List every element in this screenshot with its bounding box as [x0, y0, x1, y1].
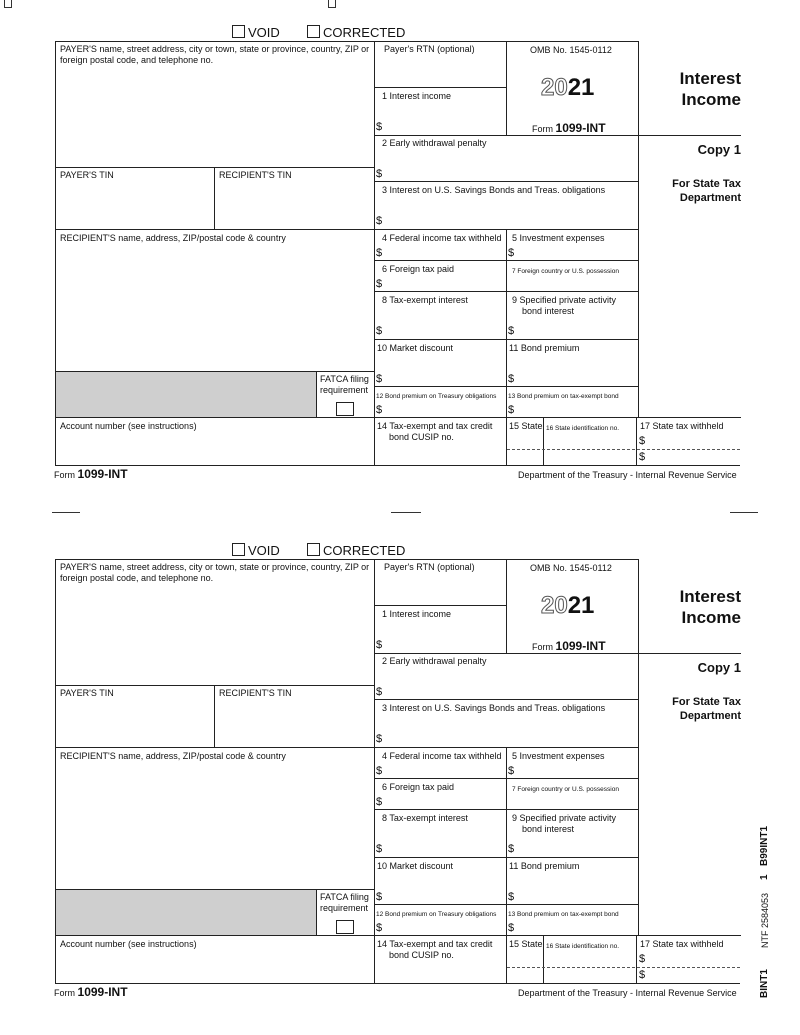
box7-label: 7 Foreign country or U.S. possession: [512, 786, 619, 793]
box7-label: 7 Foreign country or U.S. possession: [512, 268, 619, 275]
void-checkbox[interactable]: [232, 25, 280, 40]
box10-label: 10 Market discount: [377, 343, 454, 353]
payer-rtn-label: Payer's RTN (optional): [384, 44, 475, 54]
box2-dollar: $: [376, 686, 383, 698]
box11-dollar: $: [508, 891, 515, 903]
box5-dollar: $: [508, 765, 515, 777]
box8-dollar: $: [376, 325, 383, 337]
form-code: 1099-INT: [555, 121, 606, 135]
box14-label-1: 14 Tax-exempt and tax credit: [377, 939, 493, 949]
box8-label: 8 Tax-exempt interest: [382, 295, 468, 305]
corner-mark-right: [328, 0, 336, 8]
form-copy-bottom: [0, 518, 800, 1018]
fatca-label-2: requirement: [320, 903, 369, 913]
payer-name-label: PAYER'S name, street address, city or town, state or province, country, ZIP or foreign postal code, and telephone no.: [60, 562, 370, 583]
box16-label: 16 State identification no.: [546, 943, 619, 950]
form-number-footer: [54, 467, 128, 481]
fatca-checkbox[interactable]: [336, 402, 354, 416]
void-checkbox-box[interactable]: [232, 543, 245, 556]
void-label: VOID: [248, 25, 280, 40]
box5-dollar: $: [508, 247, 515, 259]
box9-dollar: $: [508, 843, 515, 855]
copy-purpose-line-2: Department: [679, 192, 741, 204]
form-code: 1099-INT: [555, 639, 606, 653]
copy-purpose-line-2: Department: [679, 710, 741, 722]
recipient-tin-label: RECIPIENT'S TIN: [219, 170, 292, 180]
box2-label: 2 Early withdrawal penalty: [382, 656, 487, 666]
copy-purpose: [641, 695, 741, 723]
footer-form-code: 1099-INT: [77, 467, 128, 481]
box14-label-2: bond CUSIP no.: [389, 950, 454, 960]
box3-label: 3 Interest on U.S. Savings Bonds and Treas. obligations: [382, 185, 606, 195]
department-label: Department of the Treasury - Internal Revenue Service: [518, 470, 737, 480]
cut-mark-center: [391, 512, 421, 513]
form-number-footer: [54, 985, 128, 999]
box17-dollar-1: $: [639, 953, 646, 965]
box1-label: 1 Interest income: [382, 609, 452, 619]
box13-label: 13 Bond premium on tax-exempt bond: [508, 393, 619, 400]
account-number-label: Account number (see instructions): [60, 939, 197, 949]
box1-label: 1 Interest income: [382, 91, 452, 101]
box4-dollar: $: [376, 247, 383, 259]
side-code-2: 1: [759, 874, 770, 880]
box5-label: 5 Investment expenses: [512, 233, 605, 243]
box11-label: 11 Bond premium: [509, 343, 580, 353]
box2-label: 2 Early withdrawal penalty: [382, 138, 487, 148]
side-code-4: BINT1: [759, 969, 770, 998]
box17-label: 17 State tax withheld: [640, 939, 724, 949]
tax-year: [541, 74, 594, 102]
box6-label: 6 Foreign tax paid: [382, 782, 455, 792]
void-checkbox-box[interactable]: [232, 25, 245, 38]
footer-form-word: Form: [54, 470, 75, 480]
form-title-line-2: Income: [681, 90, 741, 109]
payer-rtn-label: Payer's RTN (optional): [384, 562, 475, 572]
void-checkbox[interactable]: [232, 543, 280, 558]
account-number-label: Account number (see instructions): [60, 421, 197, 431]
box10-label: 10 Market discount: [377, 861, 454, 871]
box6-dollar: $: [376, 278, 383, 290]
fatca-label-1: FATCA filing: [320, 892, 369, 902]
omb-number: OMB No. 1545-0112: [530, 45, 612, 55]
side-code-3: NTF 2584053: [760, 892, 770, 948]
box4-label: 4 Federal income tax withheld: [382, 751, 502, 761]
box9-dollar: $: [508, 325, 515, 337]
cut-mark-left: [52, 512, 80, 513]
box12-dollar: $: [376, 404, 383, 416]
box14-label-1: 14 Tax-exempt and tax credit: [377, 421, 493, 431]
box4-label: 4 Federal income tax withheld: [382, 233, 502, 243]
box9-label-1: 9 Specified private activity: [512, 813, 617, 823]
copy-purpose: [641, 177, 741, 205]
department-label: Department of the Treasury - Internal Revenue Service: [518, 988, 737, 998]
tax-year-prefix: 20: [541, 74, 568, 101]
corrected-label: CORRECTED: [323, 25, 406, 40]
void-label: VOID: [248, 543, 280, 558]
recipient-name-label: RECIPIENT'S name, address, ZIP/postal code & country: [60, 233, 286, 243]
box3-dollar: $: [376, 215, 383, 227]
copy-purpose-line-1: For State Tax: [672, 178, 741, 190]
box6-dollar: $: [376, 796, 383, 808]
box9-label-2: bond interest: [522, 306, 575, 316]
form-number-header: [532, 639, 606, 653]
form-number-header: [532, 121, 606, 135]
box16-label: 16 State identification no.: [546, 425, 619, 432]
box11-label: 11 Bond premium: [509, 861, 580, 871]
box17-label: 17 State tax withheld: [640, 421, 724, 431]
tax-year-suffix: 21: [567, 74, 595, 101]
corner-mark-left: [4, 0, 12, 8]
box17-dollar-1: $: [639, 435, 646, 447]
form-word: Form: [532, 124, 553, 134]
box15-label: 15 State: [509, 421, 543, 431]
corrected-checkbox[interactable]: [307, 25, 405, 40]
box6-label: 6 Foreign tax paid: [382, 264, 455, 274]
box17-dollar-2: $: [639, 969, 646, 981]
payer-name-label: PAYER'S name, street address, city or town, state or province, country, ZIP or foreign postal code, and telephone no.: [60, 44, 370, 65]
recipient-tin-label: RECIPIENT'S TIN: [219, 688, 292, 698]
form-title-line-1: Interest: [679, 587, 741, 606]
copy-label: Copy 1: [697, 142, 741, 157]
payer-tin-label: PAYER'S TIN: [60, 170, 114, 180]
omb-number: OMB No. 1545-0112: [530, 563, 612, 573]
corrected-checkbox-box[interactable]: [307, 25, 320, 38]
corrected-checkbox[interactable]: [307, 543, 405, 558]
box5-label: 5 Investment expenses: [512, 751, 605, 761]
box13-dollar: $: [508, 922, 515, 934]
box1-dollar: $: [376, 639, 383, 651]
fatca-checkbox[interactable]: [336, 920, 354, 934]
box3-label: 3 Interest on U.S. Savings Bonds and Treas. obligations: [382, 703, 606, 713]
box10-dollar: $: [376, 373, 383, 385]
box14-label-2: bond CUSIP no.: [389, 432, 454, 442]
box13-label: 13 Bond premium on tax-exempt bond: [508, 911, 619, 918]
cut-mark-right: [730, 512, 758, 513]
box9-label-2: bond interest: [522, 824, 575, 834]
form-word: Form: [532, 642, 553, 652]
box12-label: 12 Bond premium on Treasury obligations: [376, 393, 497, 400]
tax-year: [541, 592, 594, 620]
box12-label: 12 Bond premium on Treasury obligations: [376, 911, 497, 918]
payer-tin-label: PAYER'S TIN: [60, 688, 114, 698]
form-copy-top: [0, 0, 800, 500]
tax-year-prefix: 20: [541, 592, 568, 619]
corrected-checkbox-box[interactable]: [307, 543, 320, 556]
box8-label: 8 Tax-exempt interest: [382, 813, 468, 823]
side-code-1: B99INT1: [759, 825, 770, 866]
form-title: [641, 586, 741, 628]
recipient-name-label: RECIPIENT'S name, address, ZIP/postal code & country: [60, 751, 286, 761]
tax-year-suffix: 21: [567, 592, 595, 619]
box10-dollar: $: [376, 891, 383, 903]
box2-dollar: $: [376, 168, 383, 180]
corrected-label: CORRECTED: [323, 543, 406, 558]
form-title-line-1: Interest: [679, 69, 741, 88]
box15-label: 15 State: [509, 939, 543, 949]
footer-form-word: Form: [54, 988, 75, 998]
fatca-label-1: FATCA filing: [320, 374, 369, 384]
box3-dollar: $: [376, 733, 383, 745]
form-title: [641, 68, 741, 110]
box11-dollar: $: [508, 373, 515, 385]
box9-label-1: 9 Specified private activity: [512, 295, 617, 305]
box8-dollar: $: [376, 843, 383, 855]
fatca-label-2: requirement: [320, 385, 369, 395]
box17-dollar-2: $: [639, 451, 646, 463]
copy-purpose-line-1: For State Tax: [672, 696, 741, 708]
box1-dollar: $: [376, 121, 383, 133]
copy-label: Copy 1: [697, 660, 741, 675]
box4-dollar: $: [376, 765, 383, 777]
box13-dollar: $: [508, 404, 515, 416]
box12-dollar: $: [376, 922, 383, 934]
footer-form-code: 1099-INT: [77, 985, 128, 999]
form-title-line-2: Income: [681, 608, 741, 627]
